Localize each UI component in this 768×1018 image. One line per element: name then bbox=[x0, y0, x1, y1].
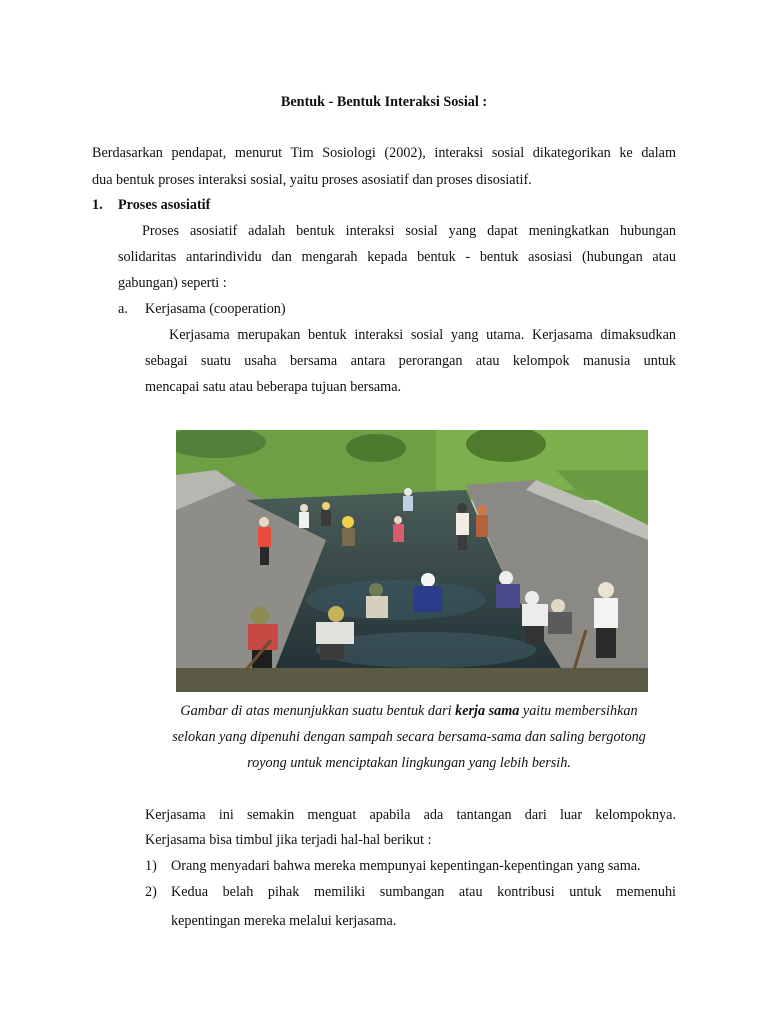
caption-line-3: royong untuk menciptakan lingkungan yang lebih bersih. bbox=[247, 755, 571, 771]
sub-para-line-3: mencapai satu atau beberapa tujuan bersama. bbox=[145, 379, 402, 395]
section-number: 1. bbox=[92, 197, 103, 213]
section-para-line-2: solidaritas antarindividu dan mengarah kepada bentuk - bentuk asosiasi (hubungan atau bbox=[118, 249, 676, 265]
sub-para-line-1: Kerjasama merupakan bentuk interaksi sosial yang utama. Kerjasama dimaksudkan bbox=[169, 327, 676, 343]
list-item-2-text-cont: kepentingan mereka melalui kerjasama. bbox=[171, 913, 397, 929]
caption-line-2: selokan yang dipenuhi dengan sampah secara bersama-sama dan saling bergotong bbox=[172, 729, 646, 745]
after-line-2: Kerjasama bisa timbul jika terjadi hal-hal berikut : bbox=[145, 832, 432, 848]
sub-para-line-2: sebagai suatu usaha bersama antara perorangan atau kelompok manusia untuk bbox=[145, 353, 676, 369]
section-para-line-1: Proses asosiatif adalah bentuk interaksi sosial yang dapat meningkatkan hubungan bbox=[142, 223, 676, 239]
canal-cleaning-photo bbox=[176, 430, 648, 692]
caption-bold-term: kerja sama bbox=[455, 703, 520, 719]
caption-line-1-pre: Gambar di atas menunjukkan suatu bentuk dari bbox=[180, 703, 456, 719]
page-title: Bentuk - Bentuk Interaksi Sosial : bbox=[280, 94, 488, 110]
intro-line-2: dua bentuk proses interaksi sosial, yaitu proses asosiatif dan proses disosiatif. bbox=[92, 172, 532, 188]
sub-letter: a. bbox=[118, 301, 128, 317]
list-item-2-num: 2) bbox=[145, 884, 157, 900]
caption-line-1 bbox=[0, 701, 768, 721]
list-item-1-num: 1) bbox=[145, 858, 157, 874]
caption-line-1-post: yaitu membersihkan bbox=[519, 703, 638, 719]
list-item-2-text: Kedua belah pihak memiliki sumbangan atau kontribusi untuk memenuhi bbox=[171, 884, 676, 900]
section-heading: Proses asosiatif bbox=[118, 197, 211, 213]
after-line-1: Kerjasama ini semakin menguat apabila ada tantangan dari luar kelompoknya. bbox=[145, 807, 676, 823]
section-para-line-3: gabungan) seperti : bbox=[118, 275, 227, 291]
list-item-1-text: Orang menyadari bahwa mereka mempunyai kepentingan-kepentingan yang sama. bbox=[171, 858, 641, 874]
sub-heading: Kerjasama (cooperation) bbox=[145, 301, 286, 317]
intro-line-1: Berdasarkan pendapat, menurut Tim Sosiologi (2002), interaksi sosial dikategorikan ke dalam bbox=[92, 145, 676, 161]
